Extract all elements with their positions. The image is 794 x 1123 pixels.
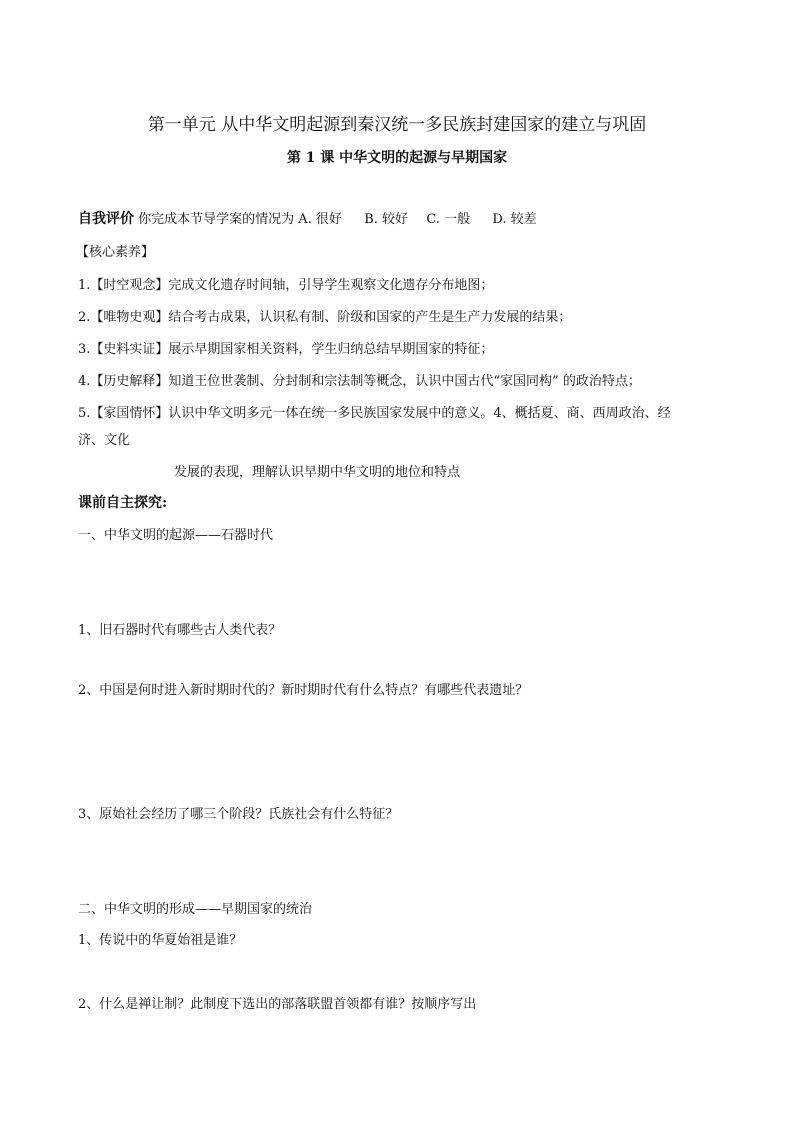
- section-2-question-2: 2、什么是禅让制？此制度下选出的部落联盟首领都有谁？按顺序写出: [78, 997, 477, 1012]
- section-2-question-1: 1、传说中的华夏始祖是谁？: [78, 933, 243, 948]
- section-1-question-1: 1、旧石器时代有哪些古人类代表？: [78, 623, 282, 638]
- section-1-question-2: 2、中国是何时进入新时期时代的？新时期时代有什么特点？有哪些代表遗址？: [78, 683, 529, 698]
- core-item-4: 4.【历史解释】知道王位世袭制、分封制和宗法制等概念，认识中国古代“家国同构” 的政治特点；: [78, 374, 641, 389]
- self-evaluation: [78, 210, 537, 229]
- self-eval-option-d: D. 较差: [492, 212, 537, 227]
- section-1-title: 一、中华文明的起源——石器时代: [78, 528, 274, 543]
- core-item-5-continuation: 济、文化: [78, 433, 131, 448]
- core-item-3: 3.【史料实证】展示早期国家相关资料，学生归纳总结早期国家的特征；: [78, 342, 494, 357]
- core-item-1: 1.【时空观念】完成文化遗存时间轴，引导学生观察文化遗存分布地图；: [78, 278, 494, 293]
- core-item-5: 5.【家国情怀】认识中华文明多元一体在统一多民族国家发展中的意义。4、概括夏、商、西周政治、经: [78, 406, 671, 421]
- section-2-title: 二、中华文明的形成——早期国家的统治: [78, 902, 313, 917]
- lesson-title: 第 1 课 中华文明的起源与早期国家: [286, 150, 508, 166]
- pre-class-heading: 课前自主探究:: [78, 495, 168, 511]
- self-eval-text: 你完成本节导学案的情况为 A. 很好: [138, 212, 342, 227]
- section-1-question-3: 3、原始社会经历了哪三个阶段？氏族社会有什么特征？: [78, 807, 399, 822]
- core-heading: 【核心素养】: [76, 245, 155, 260]
- self-eval-option-c: C. 一般: [426, 212, 471, 227]
- self-eval-option-b: B. 较好: [364, 212, 409, 227]
- unit-title: 第一单元 从中华文明起源到秦汉统一多民族封建国家的建立与巩固: [147, 115, 647, 135]
- self-eval-label: 自我评价: [78, 211, 134, 227]
- core-item-5-continuation-2: 发展的表现，理解认识早期中华文明的地位和特点: [174, 465, 461, 480]
- core-item-2: 2.【唯物史观】结合考古成果，认识私有制、阶级和国家的产生是生产力发展的结果；: [78, 310, 572, 325]
